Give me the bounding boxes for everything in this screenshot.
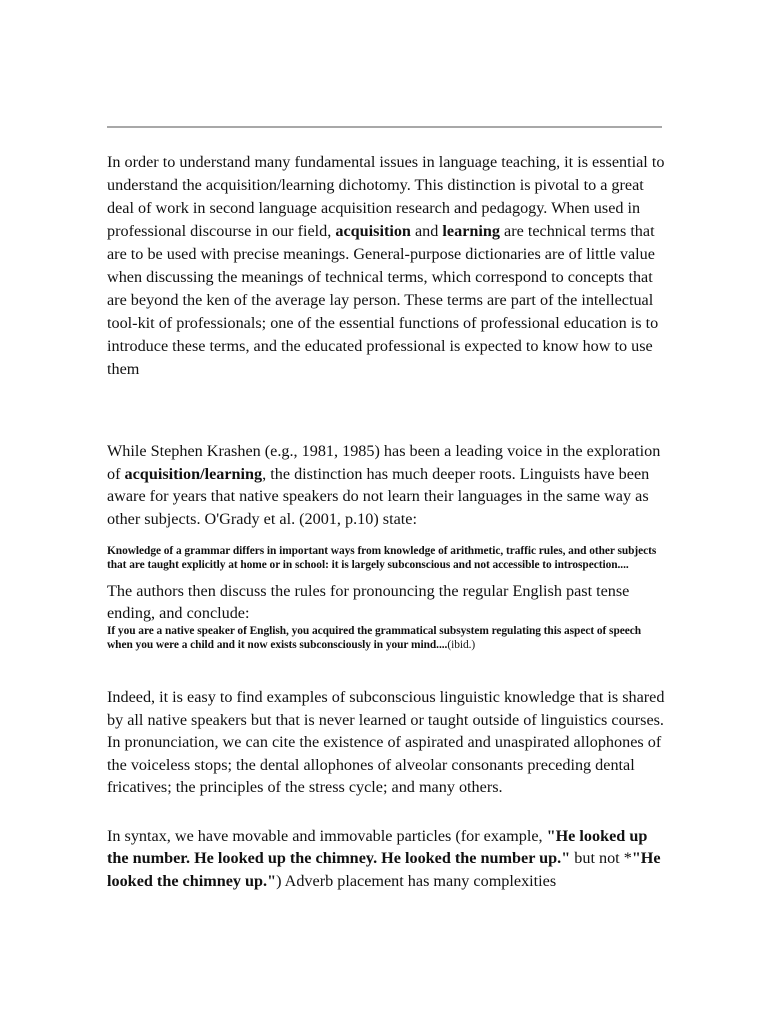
quote-text: If you are a native speaker of English, you acquired the grammatical subsystem regulating this aspect of speech when you were a child and it now exists subconsciously in your mind.... [107,625,642,651]
bold-term-acquisition: acquisition [335,222,411,240]
document-body [107,151,667,892]
paragraph-past-tense: The authors then discuss the rules for pronouncing the regular English past tense ending, and conclude: [107,582,630,622]
bold-example-sentences: "He looked up the number. He looked up the chimney. He looked the number up." [107,826,648,868]
paragraph-text: are technical terms that are to be used with precise meanings. General-purpose dictionaries are of little value when discussing the meanings of technical terms, which correspond to concepts that are beyond the ken of the average lay person. These terms are part of the intellectual tool-kit of professionals; one of the essential functions of professional education is to introduce these terms, and the educated professional is expected to know how to use them [107,222,659,378]
bold-example-ungrammatical: "He looked the chimney up." [107,849,661,890]
paragraph-text: In syntax, we have movable and immovable particles (for example, [107,826,543,845]
quote-citation: (ibid.) [447,639,476,651]
paragraph-text: ) Adverb placement has many complexities [276,871,557,890]
paragraph-text: While Stephen Krashen (e.g., 1981, 1985) has been a leading voice in the exploration of [107,442,661,483]
bold-term-learning: learning [442,222,500,240]
block-quote-native-speaker [107,624,667,652]
horizontal-rule [107,126,662,128]
paragraph-krashen [107,440,667,530]
paragraph-pronunciation: Indeed, it is easy to find examples of subconscious linguistic knowledge that is shared by all native speakers but that is never learned or taught outside of linguistics courses. In pronunciation, we can cite the existence of aspirated and unaspirated allophones of the voiceless stops; the dental allophones of alveolar consonants preceding dental fricatives; the principles of the stress cycle; and many others. [107,688,665,797]
paragraph-text: In order to understand many fundamental issues in language teaching, it is essential to understand the acquisition/learning dichotomy. This distinction is pivotal to a great deal of work in second language acquisition research and pedagogy. When used in professional discourse in our field, [107,153,665,240]
paragraph-text: but not * [574,849,632,868]
paragraph-text: , the distinction has much deeper roots. Linguists have been aware for years that native speakers do not learn their languages in the same way as other subjects. O'Grady et al. (2001, p.10) state: [107,464,650,528]
bold-term-acquisition-learning: acquisition/learning [124,464,263,483]
paragraph-acquisition-learning-intro [107,151,667,381]
paragraph-syntax [107,825,667,893]
block-quote-ogrady: Knowledge of a grammar differs in important ways from knowledge of arithmetic, traffic rules, and other subjects that are taught explicitly at home or in school: it is largely subconscious and not accessible to introspection.... [107,545,657,571]
paragraph-text: and [415,222,439,240]
